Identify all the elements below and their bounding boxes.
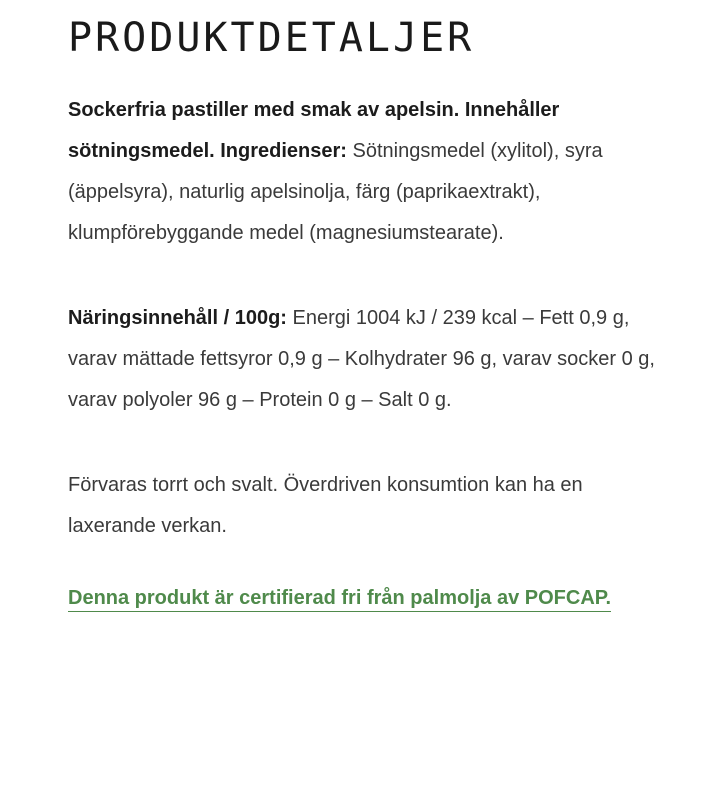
nutrition-paragraph — [68, 298, 668, 421]
ingredients-paragraph — [68, 90, 668, 254]
nutrition-text: Energi 1004 kJ / 239 kcal – Fett 0,9 g, varav mättade fettsyror 0,9 g – Kolhydrater 96 g, varav socker 0 g, varav polyoler 96 g – Protein 0 g – Salt 0 g. — [68, 307, 655, 411]
section-title: PRODUKTDETALJER — [68, 15, 475, 61]
ingredients-text: Sötningsmedel (xylitol), syra (äppelsyra), naturlig apelsinolja, färg (paprikaextrakt), klumpförebyggande medel (magnesiumstearate). — [68, 140, 603, 244]
description-bold-text: Sockerfria pastiller med smak av apelsin. Innehåller sötningsmedel. Ingredienser: — [68, 99, 560, 162]
product-details-section — [68, 10, 668, 619]
nutrition-label: Näringsinnehåll / 100g: — [68, 307, 287, 329]
palm-oil-certification-link[interactable]: Denna produkt är certifierad fri från palmolja av POFCAP. — [68, 587, 611, 612]
certification-paragraph — [68, 578, 668, 619]
storage-paragraph: Förvaras torrt och svalt. Överdriven konsumtion kan ha en laxerande verkan. — [68, 474, 583, 537]
